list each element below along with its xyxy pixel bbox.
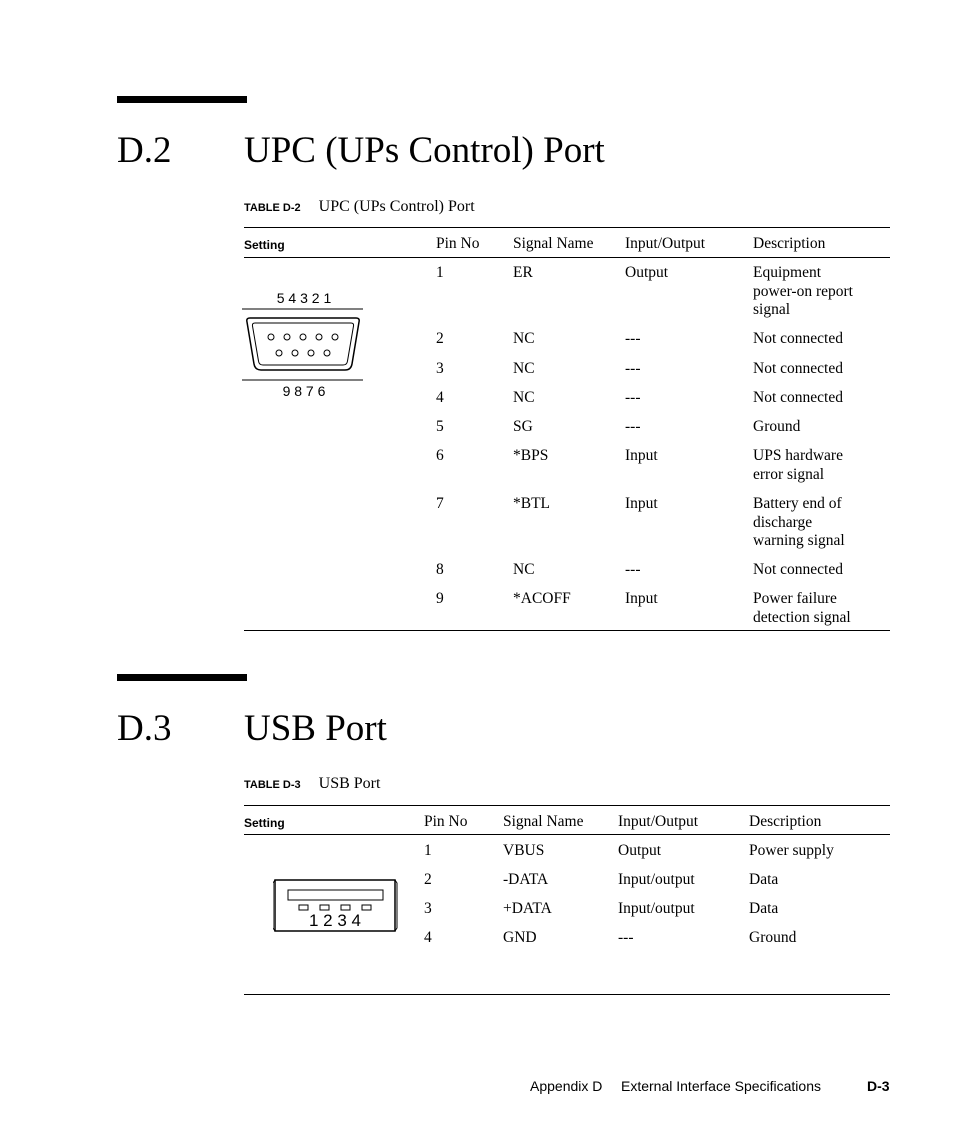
pin-cell: 5	[436, 418, 444, 435]
signal-cell: ER	[513, 264, 533, 281]
column-header-setting: Setting	[244, 238, 285, 252]
column-header-io: Input/Output	[625, 235, 706, 252]
column-header-setting: Setting	[244, 816, 285, 830]
description-cell-line: Data	[749, 871, 779, 888]
io-cell: Input/output	[618, 871, 695, 888]
io-cell: ---	[625, 389, 641, 406]
table-header-rule	[244, 834, 890, 835]
signal-cell: *ACOFF	[513, 590, 571, 607]
signal-cell: -DATA	[503, 871, 549, 888]
description-cell-line: discharge	[753, 513, 813, 531]
description-cell-line: Power supply	[749, 842, 834, 859]
io-cell: ---	[625, 561, 641, 578]
section-number: D.2	[117, 130, 172, 171]
pin-cell: 6	[436, 447, 444, 464]
pin-cell: 1	[424, 842, 432, 859]
description-cell-line: Ground	[753, 418, 801, 435]
io-cell: Output	[618, 842, 662, 859]
db9-connector-diagram	[242, 288, 366, 400]
description-cell-line: Not connected	[753, 330, 843, 347]
io-cell: ---	[625, 418, 641, 435]
io-cell: Input	[625, 590, 658, 607]
io-cell: Input/output	[618, 900, 695, 917]
column-header-signal: Signal Name	[513, 235, 594, 252]
column-header-io: Input/Output	[618, 813, 699, 830]
description-cell-line: Not connected	[753, 389, 843, 406]
signal-cell: SG	[513, 418, 533, 435]
signal-cell: NC	[513, 330, 535, 347]
signal-cell: *BTL	[513, 495, 551, 512]
pin-cell: 9	[436, 590, 444, 607]
signal-cell: GND	[503, 929, 537, 946]
table-caption-text: USB Port	[318, 775, 381, 792]
description-cell-line: Equipment	[753, 264, 822, 281]
io-cell: ---	[625, 330, 641, 347]
pin-cell: 3	[424, 900, 432, 917]
column-header-signal: Signal Name	[503, 813, 584, 830]
pin-cell: 4	[436, 389, 444, 406]
column-header-description: Description	[749, 813, 822, 830]
pin-cell: 8	[436, 561, 444, 578]
signal-cell: *BPS	[513, 447, 549, 464]
table-label: TABLE D-3	[244, 779, 301, 791]
description-cell-line: Battery end of	[753, 495, 842, 512]
section-number: D.3	[117, 708, 172, 749]
section-rule	[117, 674, 247, 681]
description-cell-line: UPS hardware	[753, 447, 843, 464]
pin-cell: 2	[436, 330, 444, 347]
io-cell: ---	[618, 929, 634, 946]
pin-cell: 4	[424, 929, 432, 946]
description-cell-line: power-on report	[753, 282, 853, 300]
signal-cell: NC	[513, 360, 535, 377]
footer-chapter: External Interface Specifications	[621, 1078, 821, 1094]
table-caption	[244, 198, 475, 216]
column-header-pin: Pin No	[436, 235, 480, 252]
description-cell-line: detection signal	[753, 608, 851, 626]
description-cell-line: error signal	[753, 465, 825, 483]
description-cell-line: Data	[749, 900, 779, 917]
pin-cell: 3	[436, 360, 444, 377]
io-cell: Input	[625, 447, 658, 464]
table-caption	[244, 775, 380, 793]
description-cell-line: warning signal	[753, 532, 845, 549]
top-pin-numbers: 5 4 3 2 1	[276, 290, 332, 306]
section-title: USB Port	[244, 708, 387, 749]
table-label: TABLE D-2	[244, 202, 301, 214]
description-cell-line: Not connected	[753, 360, 843, 377]
section-title: UPC (UPs Control) Port	[244, 130, 605, 171]
signal-cell: +DATA	[503, 900, 552, 917]
table-top-rule	[244, 805, 890, 806]
signal-cell: VBUS	[503, 842, 545, 859]
column-header-pin: Pin No	[424, 813, 468, 830]
table-bottom-rule	[244, 994, 890, 995]
table-caption-text: UPC (UPs Control) Port	[318, 198, 475, 215]
signal-cell: NC	[513, 561, 535, 578]
usb-pin-numbers: 1 2 3 4	[309, 911, 361, 930]
io-cell: Output	[625, 264, 669, 281]
pin-cell: 1	[436, 264, 444, 281]
column-header-description: Description	[753, 235, 826, 252]
io-cell: ---	[625, 360, 641, 377]
usb-connector-diagram	[273, 877, 399, 935]
description-cell-line: signal	[753, 301, 791, 318]
section-rule	[117, 96, 247, 103]
table-bottom-rule	[244, 630, 890, 631]
table-header-rule	[244, 257, 890, 258]
footer-page-number: D-3	[867, 1078, 890, 1094]
bottom-pin-numbers: 9 8 7 6	[282, 383, 326, 399]
table-top-rule	[244, 227, 890, 228]
description-cell-line: Not connected	[753, 561, 843, 578]
pin-cell: 7	[436, 495, 444, 512]
description-cell-line: Power failure	[753, 590, 837, 607]
pin-cell: 2	[424, 871, 432, 888]
description-cell-line: Ground	[749, 929, 797, 946]
signal-cell: NC	[513, 389, 535, 406]
io-cell: Input	[625, 495, 658, 512]
footer-appendix: Appendix D	[530, 1078, 603, 1094]
